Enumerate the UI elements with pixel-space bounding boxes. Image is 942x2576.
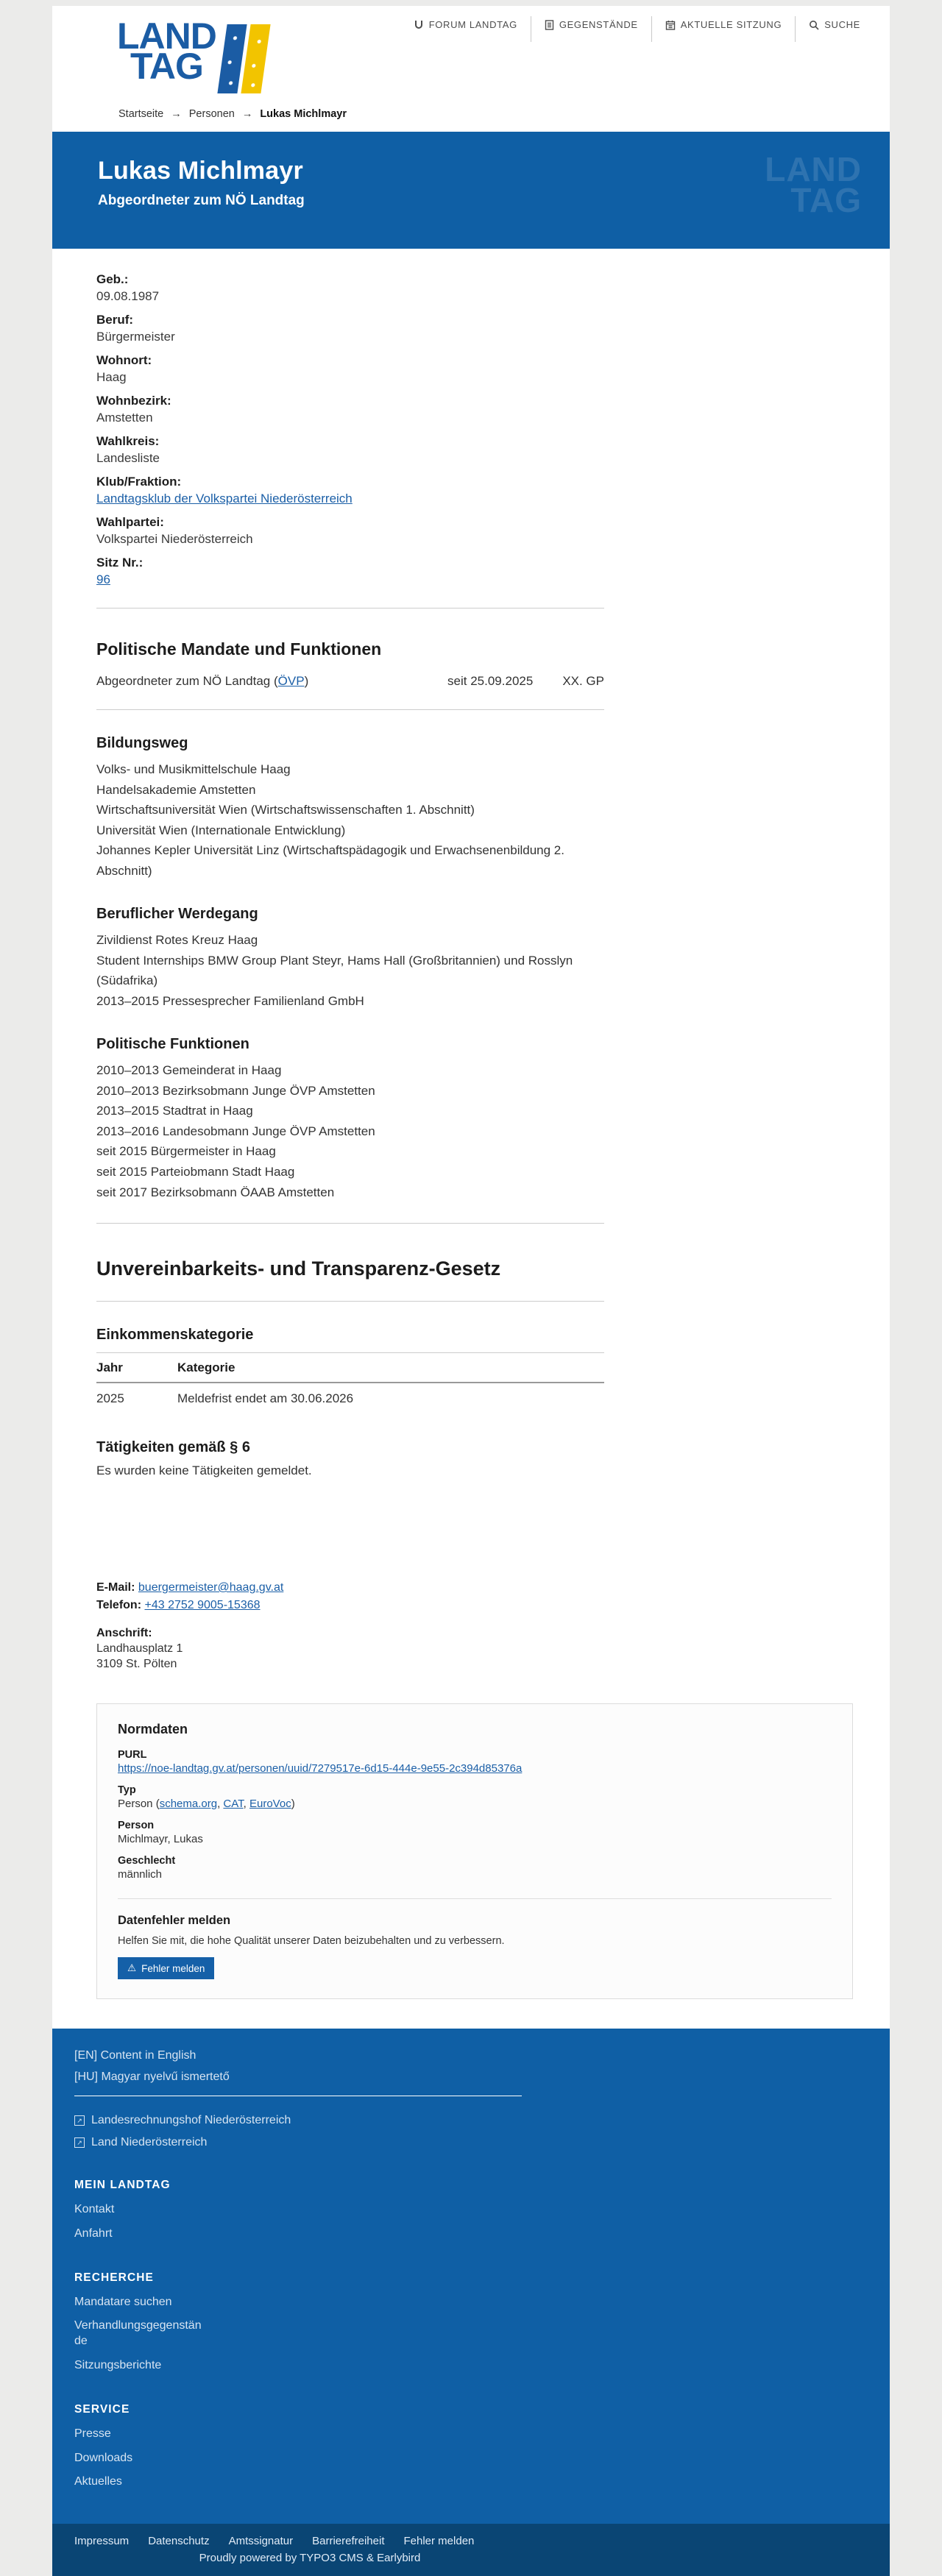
external-links [74, 2114, 868, 2149]
landesrechnungshof-link[interactable] [74, 2114, 868, 2127]
powered-by-text: Proudly powered by TYPO3 CMS & Earlybird [199, 2552, 421, 2565]
person-value: Michlmayr, Lukas [118, 1833, 203, 1846]
main-content [52, 249, 890, 2029]
geschlecht-label: Geschlecht [118, 1855, 176, 1867]
list-item: 2010–2013 Gemeinderat in Haag [96, 1063, 282, 1078]
list-item: seit 2015 Parteiobmann Stadt Haag [96, 1164, 295, 1179]
field-label: Wahlpartei: [96, 515, 164, 529]
footer-group-heading: RECHERCHE [74, 2271, 154, 2284]
cell-kategorie: Meldefrist endet am 30.06.2026 [177, 1391, 354, 1406]
funktionen-list [96, 1060, 604, 1202]
list-item: 2010–2013 Bezirksobmann Junge ÖVP Amstetten [96, 1083, 375, 1098]
page [52, 6, 890, 2576]
field-geburtsdatum [96, 272, 604, 304]
amtssignatur-link[interactable]: Amtssignatur [228, 2535, 294, 2548]
mandate-since: seit 25.09.2025 [447, 674, 534, 688]
geschlecht-value: männlich [118, 1868, 163, 1881]
logo-line-1: LAND [117, 15, 216, 57]
list-item: seit 2017 Bezirksobmann ÖAAB Amstetten [96, 1185, 335, 1199]
mandate-row [96, 674, 604, 689]
purl-link[interactable]: https://noe-landtag.gv.at/personen/uuid/7279517e-6d15-444e-9e55-2c394d85376a [118, 1762, 523, 1775]
language-links [74, 2049, 868, 2084]
typ-suffix: ) [291, 1798, 295, 1811]
table-row [96, 1383, 604, 1414]
watermark-line-1: LAND [765, 150, 862, 188]
lang-link-hu[interactable]: [HU] Magyar nyelvű ismertető [74, 2071, 230, 2084]
footer-link-verhandlungsgegenstaende[interactable]: Verhandlungsgegenstände [74, 2319, 202, 2348]
footer-link-kontakt[interactable]: Kontakt [74, 2203, 115, 2216]
field-sitz-nr [96, 556, 604, 587]
list-item: Volks- und Musikmittelschule Haag [96, 762, 291, 776]
field-value: Volkspartei Niederösterreich [96, 532, 253, 546]
phone-link[interactable]: +43 2752 9005-15368 [144, 1599, 261, 1612]
normdaten-heading: Normdaten [118, 1722, 188, 1737]
section-heading-werdegang: Beruflicher Werdegang [96, 906, 258, 923]
forum-icon [414, 20, 424, 30]
email-label: E-Mail: [96, 1581, 135, 1594]
sitz-nr-link[interactable]: 96 [96, 572, 110, 586]
footer-link-presse[interactable]: Presse [74, 2427, 111, 2440]
external-link-icon: ↗ [74, 2137, 85, 2148]
section-heading-transparenz: Unvereinbarkeits- und Transparenz-Gesetz [96, 1257, 501, 1280]
contact-block [96, 1581, 604, 1671]
breadcrumb-arrow-icon: → [241, 108, 253, 120]
address-block [96, 1627, 604, 1671]
calendar-icon [665, 20, 676, 30]
barrierefreiheit-link[interactable]: Barrierefreiheit [312, 2535, 385, 2548]
typ-separator: , [217, 1798, 224, 1811]
section-divider [96, 709, 604, 710]
list-item: 2013–2015 Pressesprecher Familienland GmbH [96, 993, 364, 1008]
field-value: Landesliste [96, 451, 160, 465]
nav-gegenstaende[interactable] [531, 16, 651, 42]
field-value: 09.08.1987 [96, 289, 160, 303]
nav-suche[interactable] [795, 16, 874, 42]
section-heading-einkommen: Einkommenskategorie [96, 1327, 254, 1344]
nav-forum-landtag[interactable] [400, 16, 531, 42]
logo-wordmark [117, 15, 216, 93]
external-link-label: Landesrechnungshof Niederösterreich [91, 2114, 291, 2127]
bildungsweg-list [96, 759, 604, 881]
section-heading-bildungsweg: Bildungsweg [96, 735, 188, 751]
search-icon [809, 20, 819, 30]
field-label: Sitz Nr.: [96, 556, 144, 570]
field-wahlpartei [96, 515, 604, 547]
field-beruf [96, 313, 604, 344]
section-divider [96, 1223, 604, 1224]
field-value: Amstetten [96, 411, 153, 425]
legal-links [74, 2535, 890, 2547]
footer-link-anfahrt[interactable]: Anfahrt [74, 2226, 113, 2240]
field-value: Bürgermeister [96, 330, 175, 344]
list-item: seit 2015 Bürgermeister in Haag [96, 1144, 276, 1159]
page-subtitle: Abgeordneter zum NÖ Landtag [98, 193, 305, 208]
field-label: Klub/Fraktion: [96, 475, 182, 489]
field-wohnbezirk [96, 394, 604, 425]
nav-label: GEGENSTÄNDE [559, 19, 638, 30]
section-heading-mandate: Politische Mandate und Funktionen [96, 639, 382, 659]
site-footer [52, 2029, 890, 2524]
cat-link[interactable]: CAT [223, 1798, 244, 1811]
mandate-text-before: Abgeordneter zum NÖ Landtag ( [96, 674, 278, 688]
typ-separator: , [243, 1798, 249, 1811]
normdaten-divider [118, 1898, 832, 1899]
typ-prefix: Person ( [118, 1798, 160, 1811]
section-heading-taetigkeiten: Tätigkeiten gemäß § 6 [96, 1439, 250, 1456]
landtag-logo[interactable] [117, 15, 266, 93]
footer-group-service [74, 2403, 868, 2490]
address-label: Anschrift: [96, 1627, 152, 1640]
schema-org-link[interactable]: schema.org [159, 1798, 218, 1811]
footer-group-recherche [74, 2271, 868, 2374]
oevp-link[interactable]: ÖVP [277, 674, 305, 688]
footer-group-heading: MEIN LANDTAG [74, 2179, 171, 2192]
datenfehler-heading: Datenfehler melden [118, 1914, 231, 1928]
breadcrumb-current: Lukas Michlmayr [260, 108, 347, 120]
section-divider [96, 1301, 604, 1302]
nav-label: SUCHE [824, 19, 860, 30]
klub-link[interactable]: Landtagsklub der Volkspartei Niederösterreich [96, 492, 353, 505]
purl-label: PURL [118, 1749, 147, 1761]
lang-link-en[interactable]: [EN] Content in English [74, 2049, 196, 2062]
table-header-row [96, 1353, 604, 1383]
field-value: Haag [96, 370, 127, 384]
mandate-period: XX. GP [562, 674, 604, 688]
impressum-link[interactable]: Impressum [74, 2535, 130, 2548]
footer-link-sitzungsberichte[interactable]: Sitzungsberichte [74, 2359, 162, 2372]
address-line-2: 3109 St. Pölten [96, 1658, 177, 1671]
logo-line-2: TAG [130, 46, 203, 87]
address-line-1: Landhausplatz 1 [96, 1642, 183, 1656]
field-label: Wohnort: [96, 353, 152, 367]
list-item: Zivildienst Rotes Kreuz Haag [96, 933, 258, 948]
column-header-kategorie: Kategorie [177, 1353, 604, 1383]
typ-label: Typ [118, 1784, 136, 1797]
datenfehler-text: Helfen Sie mit, die hohe Qualität unserer Daten beizubehalten und zu verbessern. [118, 1935, 505, 1948]
fehler-button-label: Fehler melden [141, 1962, 205, 1974]
land-niederoesterreich-link[interactable] [74, 2136, 868, 2149]
eurovoc-link[interactable]: EuroVoc [249, 1798, 291, 1811]
footer-link-aktuelles[interactable]: Aktuelles [74, 2475, 122, 2488]
footer-group-heading: SERVICE [74, 2402, 130, 2416]
field-label: Wahlkreis: [96, 434, 160, 448]
list-item: Wirtschaftsuniversität Wien (Wirtschaftswissenschaften 1. Abschnitt) [96, 803, 475, 817]
external-link-label: Land Niederösterreich [91, 2136, 208, 2149]
column-header-jahr: Jahr [96, 1353, 177, 1383]
list-item: Handelsakademie Amstetten [96, 782, 256, 797]
external-link-icon: ↗ [74, 2115, 85, 2126]
field-label: Geb.: [96, 272, 129, 286]
hero-watermark [765, 150, 862, 220]
field-label: Wohnbezirk: [96, 394, 171, 408]
datenschutz-link[interactable]: Datenschutz [148, 2535, 210, 2548]
spacer [96, 1478, 604, 1581]
person-label: Person [118, 1820, 155, 1832]
cell-jahr: 2025 [96, 1391, 124, 1406]
breadcrumb-arrow-icon: → [171, 108, 182, 120]
watermark-line-2: TAG [790, 181, 862, 220]
field-wahlkreis [96, 434, 604, 466]
list-item: Student Internships BMW Group Plant Steyr, Hams Hall (Großbritannien) und Rosslyn (Südafrika) [96, 953, 573, 988]
footer-bottom-bar [52, 2524, 890, 2576]
nav-label: FORUM LANDTAG [428, 19, 517, 30]
phone-label: Telefon: [96, 1599, 142, 1612]
taetigkeiten-empty-text: Es wurden keine Tätigkeiten gemeldet. [96, 1463, 312, 1478]
werdegang-list [96, 930, 604, 1011]
footer-link-mandatare-suchen[interactable]: Mandatare suchen [74, 2295, 172, 2308]
logo-stripes-icon [222, 24, 266, 93]
field-klub-fraktion [96, 475, 604, 506]
mandate-text-after: ) [304, 674, 309, 688]
list-item: 2013–2015 Stadtrat in Haag [96, 1104, 253, 1118]
breadcrumb-personen[interactable]: Personen [188, 108, 235, 120]
hero-banner [52, 132, 890, 249]
site-header [52, 6, 890, 132]
fehler-melden-button[interactable] [118, 1957, 214, 1979]
field-wohnort [96, 353, 604, 385]
document-icon [545, 20, 554, 30]
nav-label: AKTUELLE SITZUNG [680, 19, 782, 30]
field-label: Beruf: [96, 313, 134, 327]
mandate-text [96, 674, 447, 689]
footer-group-mein-landtag [74, 2179, 868, 2242]
warning-icon: ⚠ [127, 1962, 137, 1974]
footer-link-downloads[interactable]: Downloads [74, 2451, 133, 2464]
breadcrumb-startseite[interactable]: Startseite [118, 108, 164, 120]
email-row [96, 1581, 604, 1594]
typ-value [118, 1798, 832, 1810]
list-item: 2013–2016 Landesobmann Junge ÖVP Amstetten [96, 1124, 375, 1138]
breadcrumb [118, 108, 890, 120]
list-item: Universität Wien (Internationale Entwicklung) [96, 823, 346, 837]
einkommen-table [96, 1352, 604, 1414]
list-item: Johannes Kepler Universität Linz (Wirtschaftspädagogik und Erwachsenenbildung 2. Abschnitt) [96, 843, 564, 878]
email-link[interactable]: buergermeister@haag.gv.at [138, 1581, 284, 1594]
phone-row [96, 1599, 604, 1612]
section-heading-funktionen: Politische Funktionen [96, 1036, 249, 1053]
nav-aktuelle-sitzung[interactable] [651, 16, 796, 42]
normdaten-box [96, 1703, 853, 1999]
fehler-melden-link[interactable]: Fehler melden [403, 2535, 475, 2548]
page-title: Lukas Michlmayr [98, 157, 303, 185]
